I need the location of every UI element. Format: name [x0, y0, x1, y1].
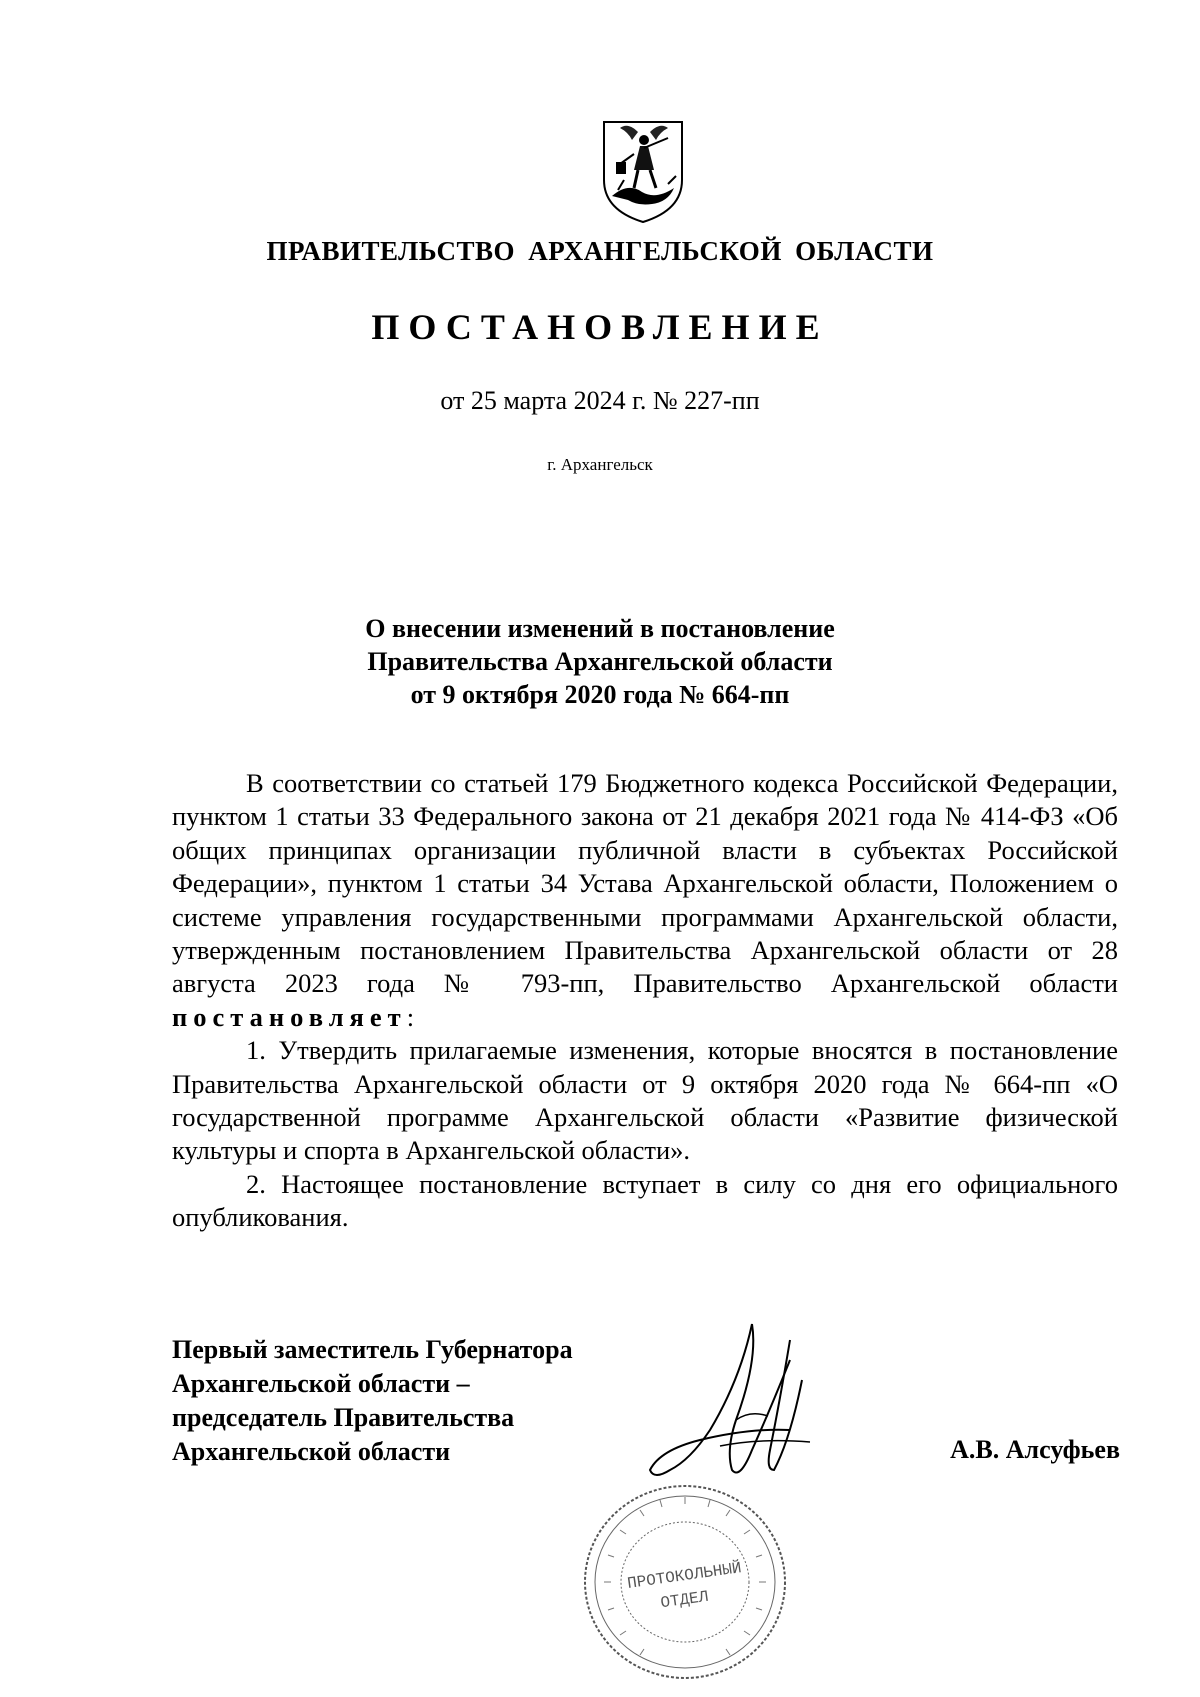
handwritten-signature	[640, 1320, 870, 1500]
signer-name: А.В. Алсуфьев	[950, 1435, 1120, 1464]
paragraph-end: :	[406, 1001, 415, 1032]
government-name: ПРАВИТЕЛЬСТВО АРХАНГЕЛЬСКОЙ ОБЛАСТИ	[266, 236, 934, 266]
paragraph-text: В соответствии со статьей 179 Бюджетного кодекса Российской Федерации, пунктом 1 статьи 33 Федерального закона от 21 декабря 2021 года № 414-ФЗ «Об общих принципах организации публичной власти в субъектах Российской Федерации», пунктом 1 статьи 34 Устава Архангельской области, Положением о системе управления государственными программами Архангельской области, утвержденным постановлением Правительства Архангельской области от 28 августа 2023 года № 793-пп, Правительство Архангельской области	[172, 768, 1118, 999]
signer-position-line: Первый заместитель Губернатора	[172, 1335, 573, 1364]
body-paragraph	[172, 767, 1118, 1034]
body-paragraph: 2. Настоящее постановление вступает в силу со дня его официального опубликования.	[172, 1168, 1118, 1233]
title-line: Правительства Архангельской области	[367, 647, 833, 676]
signer-position-line: Архангельской области –	[172, 1369, 470, 1398]
signer-position-line: председатель Правительства	[172, 1403, 515, 1432]
document-body	[172, 767, 1118, 1235]
title-line: О внесении изменений в постановление	[365, 614, 835, 643]
signer-position	[172, 1333, 573, 1469]
resolution-keyword: постановляет	[172, 1001, 407, 1032]
round-seal-stamp	[580, 1480, 790, 1685]
document-title	[0, 612, 1200, 711]
document-type: ПОСТАНОВЛЕНИЕ	[371, 307, 829, 347]
signer-position-line: Архангельской области	[172, 1437, 451, 1466]
title-line: от 9 октября 2020 года № 664-пп	[410, 680, 790, 709]
document-date-number: от 25 марта 2024 г. № 227-пп	[440, 386, 760, 415]
stamp-text: ПРОТОКОЛЬНЫЙ	[626, 1559, 743, 1593]
body-paragraph: 1. Утвердить прилагаемые изменения, которые вносятся в постановление Правительства Архангельской области от 9 октября 2020 года № 664-пп «О государственной программе Архангельской области «Развитие физической культуры и спорта в Архангельской области».	[172, 1035, 1118, 1166]
stamp-text: ОТДЕЛ	[659, 1587, 710, 1613]
document-city: г. Архангельск	[547, 455, 653, 474]
coat-of-arms-icon	[598, 118, 688, 226]
